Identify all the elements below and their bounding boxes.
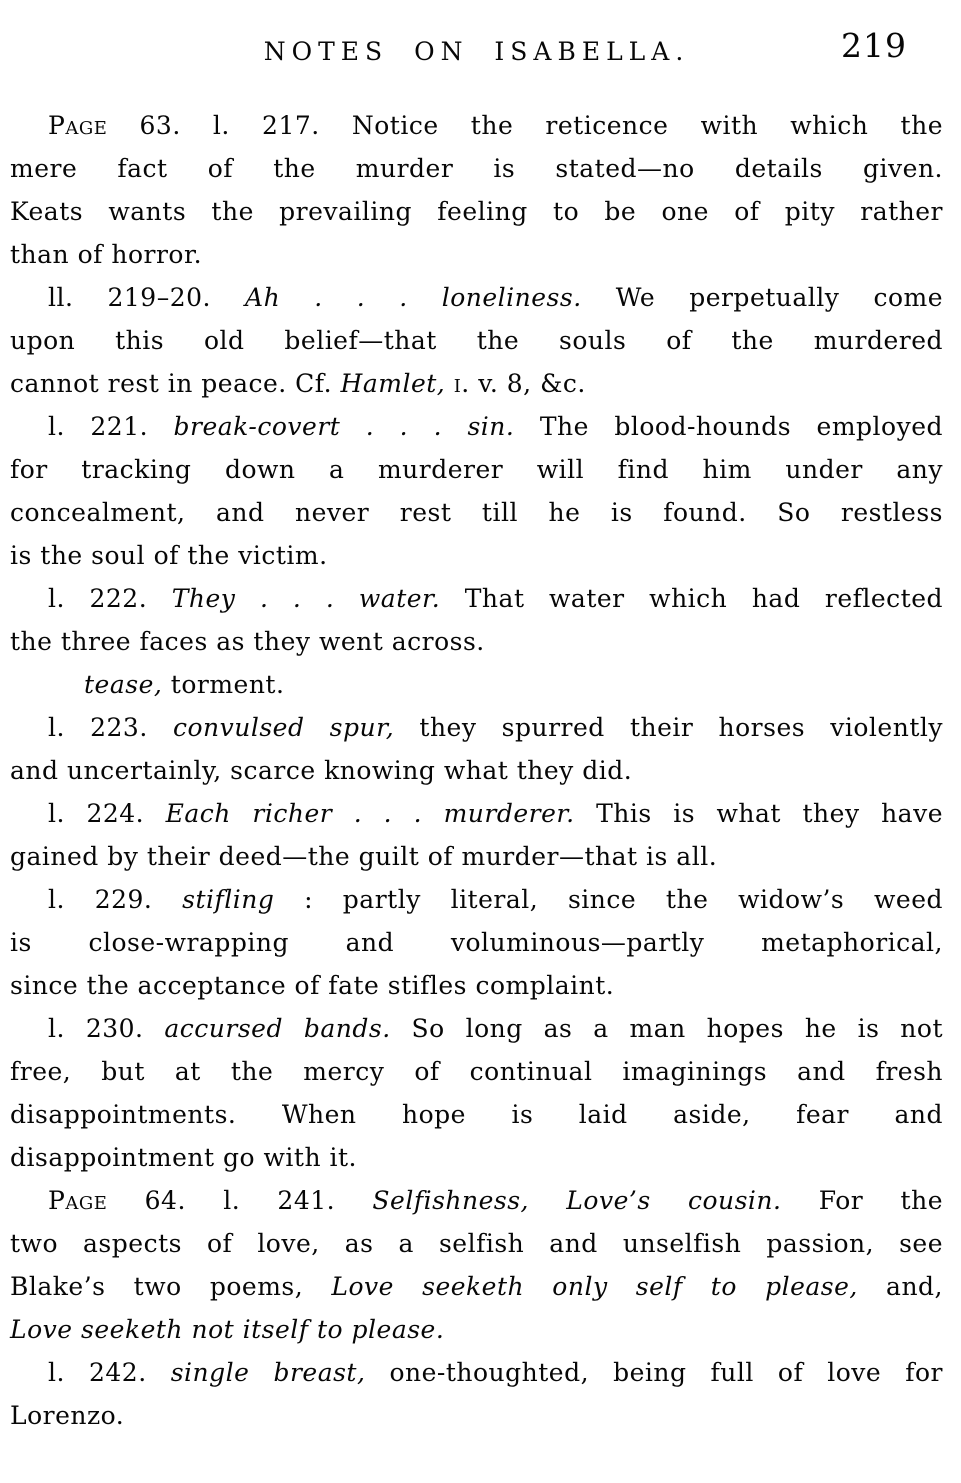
text-run: 64. l. 241. — [107, 1186, 373, 1215]
text-line — [10, 1265, 943, 1308]
text-line — [10, 104, 943, 147]
text-line — [10, 577, 943, 620]
text-line — [10, 1007, 943, 1050]
italic-text-run: accursed bands. — [164, 1014, 391, 1043]
text-line — [10, 1050, 943, 1093]
text-line — [10, 362, 943, 405]
text-run: v. 8, &c. — [469, 369, 586, 398]
text-run: is the soul of the victim. — [10, 541, 328, 570]
text-run: l. 223. — [48, 713, 173, 742]
text-line — [10, 706, 943, 749]
text-run: free, but at the mercy of continual imaginings and fresh — [10, 1057, 943, 1086]
italic-text-run: tease, — [84, 670, 163, 699]
text-line — [10, 1308, 943, 1351]
italic-text-run: They . . . water. — [171, 584, 441, 613]
text-line — [10, 620, 943, 663]
italic-text-run: Each richer . . . murderer. — [165, 799, 575, 828]
text-run: l. 222. — [48, 584, 172, 613]
text-line — [10, 792, 943, 835]
text-line — [10, 448, 943, 491]
italic-text-run: Love seeketh only self to please, — [331, 1272, 858, 1301]
text-line — [10, 964, 943, 1007]
page-body — [10, 104, 943, 1437]
text-line — [10, 1179, 943, 1222]
text-line — [10, 1136, 943, 1179]
smallcaps-text-run: i. — [445, 369, 470, 398]
italic-text-run: Selfishness, Love’s cousin. — [372, 1186, 782, 1215]
text-run: the three faces as they went across. — [10, 627, 485, 656]
italic-text-run: stifling — [182, 885, 275, 914]
text-run: l. 221. — [48, 412, 174, 441]
italic-text-run: Hamlet, — [340, 369, 446, 398]
text-run: Blake’s two poems, — [10, 1272, 332, 1301]
text-run: gained by their deed—the guilt of murder—that is all. — [10, 842, 718, 871]
text-line — [10, 405, 943, 448]
text-run: l. 224. — [48, 799, 166, 828]
text-line — [10, 276, 943, 319]
page-header — [10, 24, 943, 68]
italic-text-run: single breast, — [170, 1358, 366, 1387]
text-run: two aspects of love, as a selfish and unselfish passion, see — [10, 1229, 943, 1258]
italic-text-run: Ah . . . loneliness. — [245, 283, 582, 312]
text-run: Keats wants the prevailing feeling to be one of pity rather — [10, 197, 943, 226]
text-run: l. 242. — [48, 1358, 171, 1387]
text-run: Lorenzo. — [10, 1401, 125, 1430]
text-line — [10, 1351, 943, 1394]
text-line — [10, 835, 943, 878]
text-run: one-thoughted, being full of love for — [365, 1358, 943, 1387]
text-line — [10, 190, 943, 233]
text-run: disappointments. When hope is laid aside, fear and — [10, 1100, 943, 1129]
italic-text-run: Love seeketh not itself to please. — [10, 1315, 445, 1344]
text-run: The blood-hounds employed — [514, 412, 944, 441]
text-run: torment. — [162, 670, 285, 699]
text-run: For the — [781, 1186, 944, 1215]
text-line — [10, 749, 943, 792]
text-line — [10, 663, 943, 706]
text-run: : partly literal, since the widow’s weed — [274, 885, 943, 914]
text-line — [10, 147, 943, 190]
text-line — [10, 921, 943, 964]
text-line — [10, 534, 943, 577]
text-run: So long as a man hopes he is not — [390, 1014, 944, 1043]
italic-text-run: break-covert . . . sin. — [173, 412, 515, 441]
text-run: concealment, and never rest till he is found. So restless — [10, 498, 943, 527]
text-run: l. 229. — [48, 885, 183, 914]
text-line — [10, 878, 943, 921]
italic-text-run: convulsed spur, — [172, 713, 395, 742]
text-run: 63. l. 217. Notice the reticence with which the — [107, 111, 943, 140]
text-line — [10, 1394, 943, 1437]
text-run: That water which had reflected — [440, 584, 944, 613]
text-line — [10, 1222, 943, 1265]
text-run: upon this old belief—that the souls of the murdered — [10, 326, 943, 355]
text-run: This is what they have — [574, 799, 944, 828]
running-title: NOTES ON ISABELLA. — [263, 37, 690, 66]
text-run: disappointment go with it. — [10, 1143, 358, 1172]
text-line — [10, 233, 943, 276]
text-run: We perpetually come — [581, 283, 944, 312]
text-line — [10, 491, 943, 534]
text-run: mere fact of the murder is stated—no details given. — [10, 154, 943, 183]
text-run: is close-wrapping and voluminous—partly metaphorical, — [10, 928, 943, 957]
text-run: and, — [857, 1272, 943, 1301]
smallcaps-text-run: Page — [48, 1186, 108, 1215]
text-run: ll. 219–20. — [48, 283, 246, 312]
text-run: and uncertainly, scarce knowing what they did. — [10, 756, 633, 785]
page-number: 219 — [841, 26, 907, 65]
smallcaps-text-run: Page — [48, 111, 108, 140]
text-run: they spurred their horses violently — [394, 713, 943, 742]
text-run: for tracking down a murderer will find him under any — [10, 455, 943, 484]
text-run: cannot rest in peace. Cf. — [10, 369, 341, 398]
text-run: than of horror. — [10, 240, 203, 269]
text-line — [10, 319, 943, 362]
text-run: l. 230. — [48, 1014, 165, 1043]
text-run: since the acceptance of fate stifles complaint. — [10, 971, 615, 1000]
text-line — [10, 1093, 943, 1136]
